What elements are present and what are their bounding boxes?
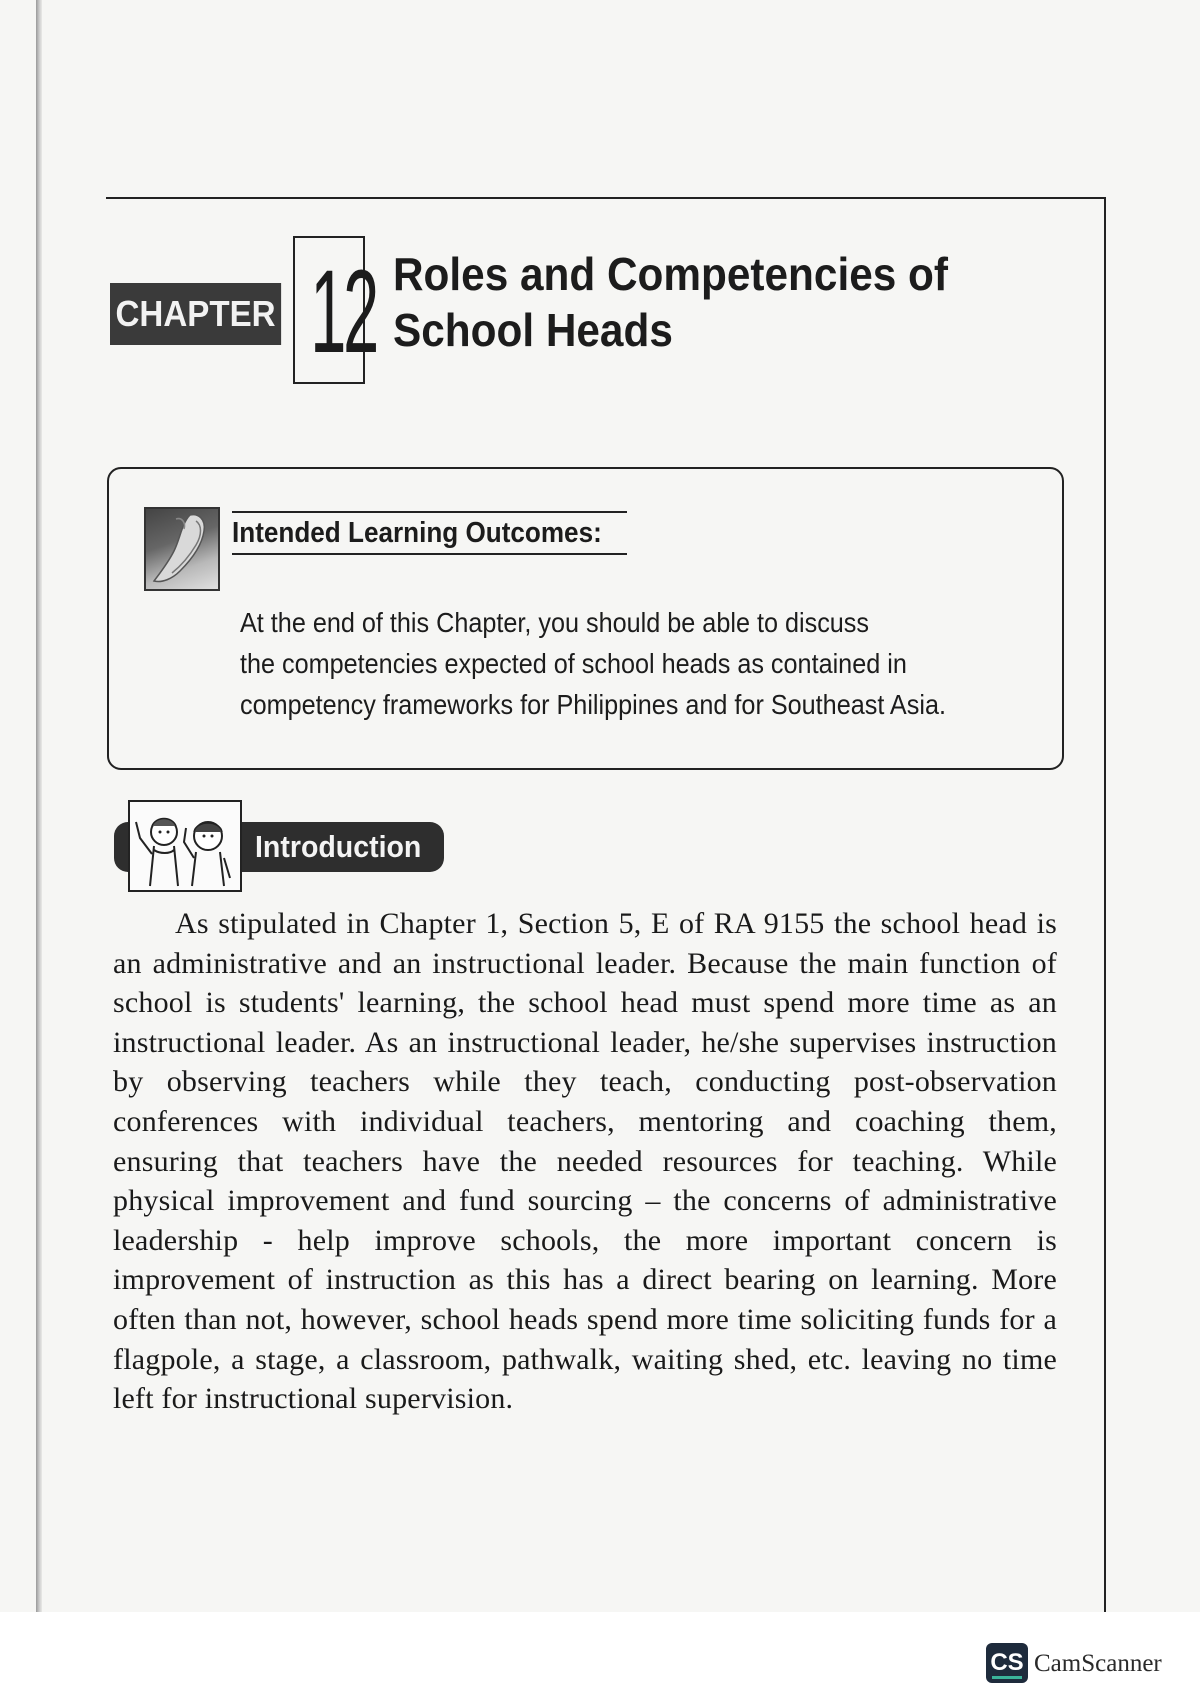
chapter-label: CHAPTER: [110, 283, 281, 345]
chapter-number: 12: [310, 246, 376, 378]
page-frame-right-rule: [1104, 197, 1106, 1613]
page-frame-top-rule: [106, 197, 1106, 199]
introduction-paragraph: As stipulated in Chapter 1, Section 5, E of RA 9155 the school head is an administrative and an instructional leader. Because the main function of school is students' learning, the school head must spend more time as an instructional leader. As an instructional leader, he/she supervises instruction by observing teachers while they teach, conducting post-observation conferences with individual teachers, mentoring and coaching them, ensuring that teachers have the needed resources for teaching. While physical improvement and fund sourcing – the concerns of administrative leadership - help improve schools, the more important concern is improvement of instruction as this has a direct bearing on learning. More often than not, however, school heads spend more time soliciting funds for a flagpole, a stage, a classroom, pathwalk, waiting shed, etc. leaving no time left for instructional supervision.: [113, 907, 1057, 1416]
learning-outcomes-line-3: competency frameworks for Philippines and for Southeast Asia.: [240, 689, 946, 720]
chapter-title-line-1: Roles and Competencies of: [393, 248, 948, 300]
learning-outcomes-line-1: At the end of this Chapter, you should be able to discuss: [240, 607, 870, 638]
learning-outcomes-text: [240, 602, 1060, 725]
camscanner-logo: CS: [986, 1643, 1028, 1683]
learning-outcomes-line-2: the competencies expected of school heads as contained in: [240, 648, 907, 679]
page-binding-edge: [36, 0, 42, 1612]
children-waving-icon: [128, 800, 242, 892]
learning-outcomes-heading-text: Intended Learning Outcomes:: [232, 517, 602, 549]
praying-hands-icon: [144, 507, 220, 591]
chapter-number-box: [293, 236, 376, 384]
chapter-title-line-2: School Heads: [393, 304, 673, 356]
learning-outcomes-heading: [232, 511, 627, 555]
camscanner-watermark: CamScanner: [1034, 1650, 1162, 1677]
introduction-heading: Introduction: [255, 829, 422, 864]
chapter-title: [393, 246, 982, 358]
